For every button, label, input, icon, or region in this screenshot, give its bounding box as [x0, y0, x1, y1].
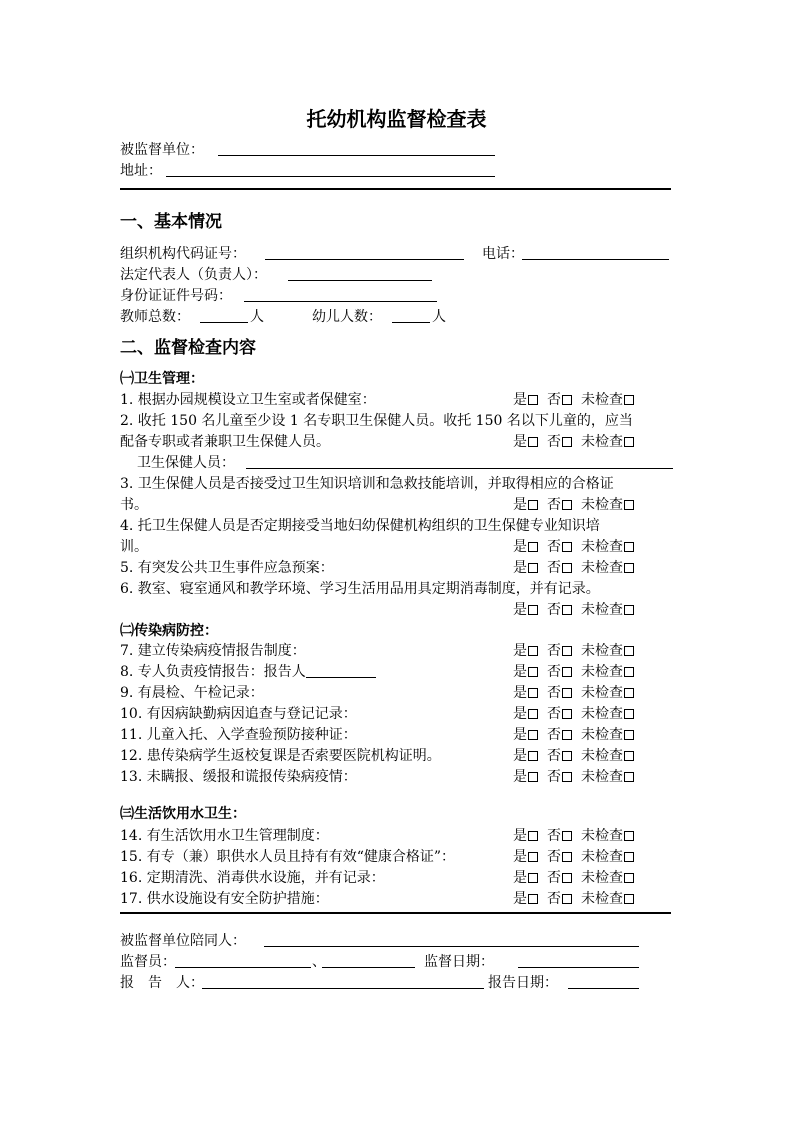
footer-divider: [120, 912, 671, 914]
option-no-label: 否: [547, 664, 561, 680]
item-13-options: [513, 768, 643, 786]
section2-heading: 二、监督检查内容: [120, 338, 256, 358]
unchecked-checkbox[interactable]: [624, 873, 634, 883]
option-no[interactable]: [547, 849, 572, 865]
unchecked-checkbox[interactable]: [624, 542, 634, 552]
no-checkbox[interactable]: [562, 772, 572, 782]
option-unchecked-label: 未检查: [581, 560, 623, 576]
item-13-text: 13. 未瞒报、缓报和谎报传染病疫情：: [120, 769, 357, 785]
option-no-label: 否: [547, 828, 561, 844]
option-yes-label: 是: [513, 685, 527, 701]
no-checkbox[interactable]: [562, 730, 572, 740]
option-unchecked[interactable]: [581, 392, 634, 408]
option-no[interactable]: [547, 434, 572, 450]
no-checkbox[interactable]: [562, 688, 572, 698]
item-17-text: 17. 供水设施设有安全防护措施：: [120, 891, 329, 907]
no-checkbox[interactable]: [562, 709, 572, 719]
option-no-label: 否: [547, 727, 561, 743]
no-checkbox[interactable]: [562, 542, 572, 552]
option-unchecked[interactable]: [581, 849, 634, 865]
inspector-label: 监督员：: [120, 954, 176, 970]
option-yes[interactable]: [513, 748, 538, 764]
option-no[interactable]: [547, 748, 572, 764]
form-title: 托幼机构监督检查表: [306, 107, 487, 131]
unchecked-checkbox[interactable]: [624, 667, 634, 677]
option-no[interactable]: [547, 497, 572, 513]
option-no[interactable]: [547, 769, 572, 785]
unchecked-checkbox[interactable]: [624, 772, 634, 782]
option-unchecked[interactable]: [581, 602, 634, 618]
option-no-label: 否: [547, 685, 561, 701]
option-no-label: 否: [547, 870, 561, 886]
teacher-unit: 人: [250, 309, 264, 325]
no-checkbox[interactable]: [562, 605, 572, 615]
option-yes-label: 是: [513, 560, 527, 576]
option-no-label: 否: [547, 849, 561, 865]
no-checkbox[interactable]: [562, 873, 572, 883]
option-no-label: 否: [547, 891, 561, 907]
item-7-options: [513, 642, 643, 660]
option-unchecked-label: 未检查: [581, 891, 623, 907]
no-checkbox[interactable]: [562, 395, 572, 405]
item-12-text: 12. 患传染病学生返校复课是否索要医院机构证明。: [120, 748, 441, 764]
no-checkbox[interactable]: [562, 852, 572, 862]
unchecked-checkbox[interactable]: [624, 646, 634, 656]
option-no-label: 否: [547, 602, 561, 618]
no-checkbox[interactable]: [562, 500, 572, 510]
option-no-label: 否: [547, 748, 561, 764]
option-yes[interactable]: [513, 434, 538, 450]
item-6-options: [513, 601, 643, 619]
children-total-label: 幼儿人数：: [312, 309, 382, 325]
item-5-text: 5. 有突发公共卫生事件应急预案：: [120, 560, 334, 576]
item-9-options: [513, 684, 643, 702]
yes-checkbox[interactable]: [528, 852, 538, 862]
option-no-label: 否: [547, 497, 561, 513]
yes-checkbox[interactable]: [528, 395, 538, 405]
option-yes-label: 是: [513, 891, 527, 907]
option-no[interactable]: [547, 392, 572, 408]
item-16-text: 16. 定期清洗、消毒供水设施，并有记录：: [120, 870, 385, 886]
option-no[interactable]: [547, 891, 572, 907]
option-yes[interactable]: [513, 685, 538, 701]
unchecked-checkbox[interactable]: [624, 563, 634, 573]
item-4-options: [513, 538, 643, 556]
escort-label: 被监督单位陪同人：: [120, 933, 246, 949]
item-11-options: [513, 726, 643, 744]
report-date-label: 报告日期：: [488, 975, 558, 991]
option-unchecked[interactable]: [581, 828, 634, 844]
no-checkbox[interactable]: [562, 751, 572, 761]
option-unchecked[interactable]: [581, 685, 634, 701]
yes-checkbox[interactable]: [528, 751, 538, 761]
children-total-field[interactable]: [392, 322, 430, 323]
option-no[interactable]: [547, 539, 572, 555]
option-no[interactable]: [547, 870, 572, 886]
yes-checkbox[interactable]: [528, 894, 538, 904]
legal-rep-label: 法定代表人（负责人）：: [120, 267, 267, 283]
unchecked-checkbox[interactable]: [624, 852, 634, 862]
option-yes-label: 是: [513, 664, 527, 680]
id-number-label: 身份证证件号码：: [120, 288, 232, 304]
option-no-label: 否: [547, 560, 561, 576]
option-no[interactable]: [547, 602, 572, 618]
option-unchecked-label: 未检查: [581, 643, 623, 659]
option-yes-label: 是: [513, 828, 527, 844]
option-yes[interactable]: [513, 849, 538, 865]
no-checkbox[interactable]: [562, 563, 572, 573]
option-unchecked[interactable]: [581, 539, 634, 555]
yes-checkbox[interactable]: [528, 646, 538, 656]
option-no[interactable]: [547, 643, 572, 659]
option-no[interactable]: [547, 664, 572, 680]
item-2-options: [513, 433, 643, 451]
reporter-field[interactable]: [306, 663, 376, 678]
option-unchecked[interactable]: [581, 497, 634, 513]
item-17-options: [513, 890, 643, 908]
option-yes[interactable]: [513, 769, 538, 785]
option-unchecked[interactable]: [581, 769, 634, 785]
address-label: 地址：: [120, 163, 162, 179]
option-unchecked[interactable]: [581, 870, 634, 886]
option-yes-label: 是: [513, 706, 527, 722]
no-checkbox[interactable]: [562, 646, 572, 656]
item-8-options: [513, 663, 643, 681]
group-heading-infectious: ㈡传染病防控：: [120, 623, 218, 639]
no-checkbox[interactable]: [562, 667, 572, 677]
yes-checkbox[interactable]: [528, 873, 538, 883]
reporter-label: 报 告 人：: [120, 975, 204, 991]
item-10-text: 10. 有因病缺勤病因追查与登记记录：: [120, 706, 357, 722]
option-unchecked-label: 未检查: [581, 748, 623, 764]
unit-field[interactable]: [218, 155, 495, 156]
yes-checkbox[interactable]: [528, 667, 538, 677]
inspect-date-field[interactable]: [518, 967, 639, 968]
item-7-text: 7. 建立传染病疫情报告制度：: [120, 643, 306, 659]
option-no-label: 否: [547, 706, 561, 722]
option-yes[interactable]: [513, 539, 538, 555]
option-yes-label: 是: [513, 392, 527, 408]
group-heading-water: ㈢生活饮用水卫生：: [120, 806, 246, 822]
option-yes[interactable]: [513, 497, 538, 513]
option-yes[interactable]: [513, 706, 538, 722]
option-yes-label: 是: [513, 769, 527, 785]
option-yes-label: 是: [513, 539, 527, 555]
yes-checkbox[interactable]: [528, 730, 538, 740]
report-date-field[interactable]: [568, 988, 639, 989]
option-yes[interactable]: [513, 828, 538, 844]
item-3-text-line2: 书。: [120, 497, 148, 513]
option-unchecked-label: 未检查: [581, 392, 623, 408]
org-code-field[interactable]: [265, 259, 464, 260]
yes-checkbox[interactable]: [528, 437, 538, 447]
option-yes[interactable]: [513, 664, 538, 680]
id-number-field[interactable]: [244, 301, 437, 302]
option-no[interactable]: [547, 727, 572, 743]
option-yes-label: 是: [513, 497, 527, 513]
option-yes-label: 是: [513, 727, 527, 743]
option-unchecked-label: 未检查: [581, 828, 623, 844]
unchecked-checkbox[interactable]: [624, 688, 634, 698]
option-no-label: 否: [547, 539, 561, 555]
item-2-text-line1: 2. 收托 150 名儿童至少设 1 名专职卫生保健人员。收托 150 名以下儿童的，应当: [120, 413, 633, 429]
teacher-total-label: 教师总数：: [120, 309, 190, 325]
option-unchecked-label: 未检查: [581, 434, 623, 450]
option-yes-label: 是: [513, 849, 527, 865]
option-unchecked-label: 未检查: [581, 706, 623, 722]
option-unchecked-label: 未检查: [581, 685, 623, 701]
section1-heading: 一、基本情况: [120, 212, 222, 232]
yes-checkbox[interactable]: [528, 563, 538, 573]
option-yes[interactable]: [513, 891, 538, 907]
item-1-text: 1. 根据办园规模设立卫生室或者保健室：: [120, 392, 376, 408]
option-unchecked[interactable]: [581, 706, 634, 722]
option-no-label: 否: [547, 643, 561, 659]
health-staff-field[interactable]: [246, 468, 673, 469]
unchecked-checkbox[interactable]: [624, 500, 634, 510]
option-yes-label: 是: [513, 602, 527, 618]
item-12-options: [513, 747, 643, 765]
option-no-label: 否: [547, 392, 561, 408]
option-unchecked[interactable]: [581, 560, 634, 576]
no-checkbox[interactable]: [562, 894, 572, 904]
option-yes[interactable]: [513, 392, 538, 408]
yes-checkbox[interactable]: [528, 772, 538, 782]
item-16-options: [513, 869, 643, 887]
item-3-text-line1: 3. 卫生保健人员是否接受过卫生知识培训和急救技能培训，并取得相应的合格证: [120, 476, 614, 492]
item-1-options: [513, 391, 643, 409]
option-unchecked-label: 未检查: [581, 870, 623, 886]
yes-checkbox[interactable]: [528, 709, 538, 719]
option-unchecked[interactable]: [581, 727, 634, 743]
item-11-text: 11. 儿童入托、入学查验预防接种证：: [120, 727, 357, 743]
no-checkbox[interactable]: [562, 437, 572, 447]
option-yes[interactable]: [513, 643, 538, 659]
inspector-field-1[interactable]: [175, 967, 311, 968]
option-unchecked-label: 未检查: [581, 664, 623, 680]
option-unchecked[interactable]: [581, 748, 634, 764]
unchecked-checkbox[interactable]: [624, 395, 634, 405]
option-unchecked[interactable]: [581, 664, 634, 680]
option-yes[interactable]: [513, 560, 538, 576]
option-yes-label: 是: [513, 870, 527, 886]
item-15-options: [513, 848, 643, 866]
yes-checkbox[interactable]: [528, 688, 538, 698]
group-heading-hygiene: ㈠卫生管理：: [120, 371, 204, 387]
option-no[interactable]: [547, 828, 572, 844]
item-6-text: 6. 教室、寝室通风和教学环境、学习生活用品用具定期消毒制度，并有记录。: [120, 581, 600, 597]
option-no-label: 否: [547, 769, 561, 785]
item-9-text: 9. 有晨检、午检记录：: [120, 685, 264, 701]
option-no[interactable]: [547, 685, 572, 701]
yes-checkbox[interactable]: [528, 500, 538, 510]
unchecked-checkbox[interactable]: [624, 730, 634, 740]
unchecked-checkbox[interactable]: [624, 894, 634, 904]
legal-rep-field[interactable]: [288, 280, 432, 281]
item-5-options: [513, 559, 643, 577]
org-code-label: 组织机构代码证号：: [120, 246, 246, 262]
item-8-text: [120, 663, 376, 681]
phone-label: 电话：: [482, 246, 524, 262]
item-2-text-line2: 配备专职或者兼职卫生保健人员。: [120, 434, 330, 450]
option-no[interactable]: [547, 706, 572, 722]
option-yes[interactable]: [513, 602, 538, 618]
option-yes[interactable]: [513, 870, 538, 886]
yes-checkbox[interactable]: [528, 605, 538, 615]
unchecked-checkbox[interactable]: [624, 605, 634, 615]
option-no-label: 否: [547, 434, 561, 450]
yes-checkbox[interactable]: [528, 542, 538, 552]
health-staff-label: 卫生保健人员：: [137, 455, 235, 471]
children-unit: 人: [432, 309, 446, 325]
no-checkbox[interactable]: [562, 831, 572, 841]
option-yes[interactable]: [513, 727, 538, 743]
unit-label: 被监督单位：: [120, 142, 204, 158]
option-unchecked-label: 未检查: [581, 727, 623, 743]
option-yes-label: 是: [513, 748, 527, 764]
unchecked-checkbox[interactable]: [624, 437, 634, 447]
unchecked-checkbox[interactable]: [624, 709, 634, 719]
yes-checkbox[interactable]: [528, 831, 538, 841]
teacher-total-field[interactable]: [200, 322, 248, 323]
item-4-text-line1: 4. 托卫生保健人员是否定期接受当地妇幼保健机构组织的卫生保健专业知识培: [120, 518, 600, 534]
option-yes-label: 是: [513, 434, 527, 450]
unchecked-checkbox[interactable]: [624, 751, 634, 761]
header-divider: [120, 188, 671, 190]
item-14-text: 14. 有生活饮用水卫生管理制度：: [120, 828, 329, 844]
item-4-text-line2: 训。: [120, 539, 148, 555]
inspector-separator: 、: [312, 954, 326, 970]
unchecked-checkbox[interactable]: [624, 831, 634, 841]
option-unchecked[interactable]: [581, 434, 634, 450]
option-unchecked-label: 未检查: [581, 769, 623, 785]
option-unchecked-label: 未检查: [581, 849, 623, 865]
option-unchecked[interactable]: [581, 643, 634, 659]
option-no[interactable]: [547, 560, 572, 576]
item-15-text: 15. 有专（兼）职供水人员且持有有效“健康合格证”：: [120, 849, 456, 865]
reporter-name-field[interactable]: [202, 988, 484, 989]
inspect-date-label: 监督日期：: [424, 954, 494, 970]
item-10-options: [513, 705, 643, 723]
escort-field[interactable]: [264, 946, 639, 947]
option-unchecked-label: 未检查: [581, 602, 623, 618]
item-3-options: [513, 496, 643, 514]
option-unchecked-label: 未检查: [581, 539, 623, 555]
address-field[interactable]: [166, 176, 495, 177]
option-unchecked-label: 未检查: [581, 497, 623, 513]
phone-field[interactable]: [522, 259, 669, 260]
option-yes-label: 是: [513, 643, 527, 659]
item-8-label: 8. 专人负责疫情报告：报告人: [120, 664, 306, 680]
inspector-field-2[interactable]: [322, 967, 415, 968]
option-unchecked[interactable]: [581, 891, 634, 907]
item-14-options: [513, 827, 643, 845]
